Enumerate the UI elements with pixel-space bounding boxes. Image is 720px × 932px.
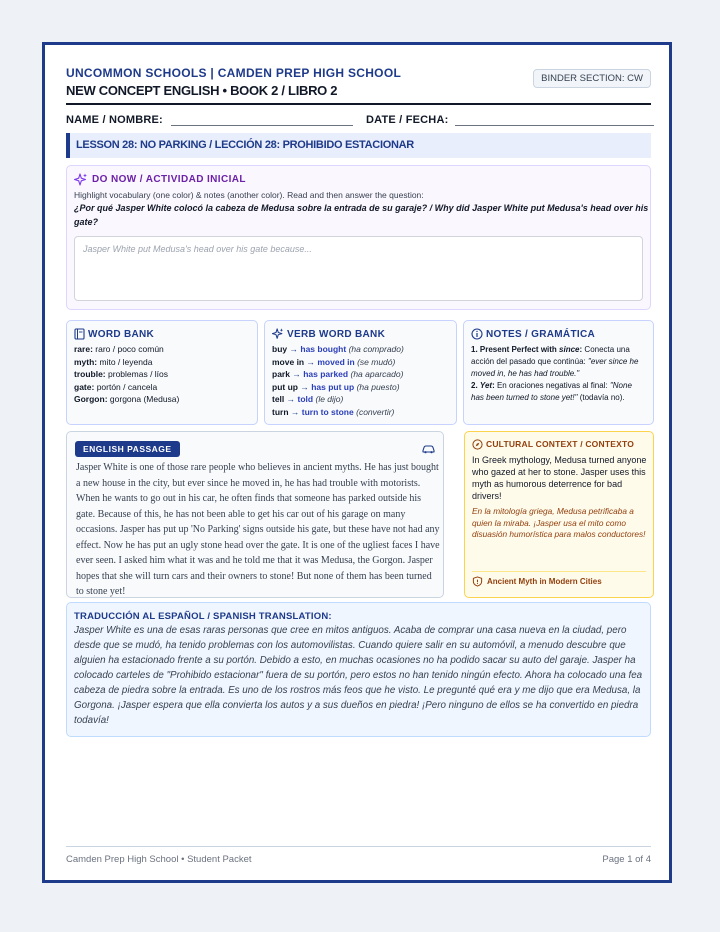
verb-past: has parked (303, 369, 349, 379)
verb-spanish: (le dijo) (315, 394, 344, 404)
translation-title: TRADUCCIÓN AL ESPAÑOL / SPANISH TRANSLATION: (74, 611, 332, 622)
word-definition: problemas / líos (108, 369, 169, 379)
word-bank-item (74, 382, 157, 392)
translation-text: Jasper White es una de esas raras personas que cree en mitos antiguos. Acaba de comprar una casa nueva en la ciudad, pero desde que se mudó, ha tenido problemas con los automovilistas. Cuando quiere salir en su automóvil, a menudo descubre que alguien ha estacionado frente a su portón. Debido a esto, en muchas ocasiones no ha podido sacar su auto del garaje. Jasper ha colocado carteles de "Prohibido estacionar" fuera de su portón, pero estos no han tenido ningún efecto. Ahora ha colocado una fea cabeza de piedra sobre la entrada. Es uno de los rostros más feos que he visto. Le pregunté qué era y me dijo que era Medusa, la Gorgona. ¡Jasper espera que ella convierta los autos y a sus dueños en piedra! ¡Pero ninguno de ellos se ha convertido en piedra todavía! (74, 625, 643, 726)
word-term: trouble: (74, 369, 106, 379)
cultural-context-footer: Ancient Myth in Modern Cities (487, 577, 602, 586)
spanish-translation-section (66, 602, 651, 737)
verb-spanish: (ha comprado) (348, 344, 404, 354)
header-rule (66, 103, 651, 105)
lesson-title: LESSON 28: NO PARKING / LECCIÓN 28: PROHIBIDO ESTACIONAR (76, 139, 414, 151)
verb-row (272, 382, 400, 392)
verb-base: tell (272, 394, 285, 404)
word-definition: raro / poco común (95, 344, 164, 354)
do-now-section (66, 165, 651, 310)
answer-placeholder: Jasper White put Medusa's head over his gate because... (83, 244, 312, 254)
verb-spanish: (ha puesto) (356, 381, 400, 392)
date-line[interactable] (455, 125, 654, 126)
cultural-divider (472, 571, 646, 572)
arrow-icon: → (286, 394, 296, 404)
footer-rule (66, 846, 651, 847)
english-passage-text: Jasper White is one of those rare people who believes in ancient myths. He has just bought a new house in the city, but ever since he moved in, he has had trouble with motorists. When he wants to go out in his car, he often finds that someone has parked outside his gate. Because of this, he has not been able to get his car out of his garage on many occasions. Jasper has put up 'No Parking' signs outside his gate, but these have not had any effect. Now he has put an ugly stone head over the gate. It is one of the ugliest faces I have ever seen. I asked him what it was and he told me that it was Medusa, the Gorgon. Jasper hopes that she will turn cars and their owners to stone! But none of them has been turned to stone yet! (76, 462, 440, 597)
book-icon (74, 328, 85, 340)
do-now-question: ¿Por qué Jasper White colocó la cabeza de Medusa sobre la entrada de su garaje? / Why did Jasper White put Medusa's head over his gate? (74, 203, 649, 227)
english-passage-section (66, 431, 444, 598)
shield-icon (472, 576, 483, 587)
cultural-context-spanish: En la mitología griega, Medusa petrificaba a quien la miraba. ¡Jasper usa el mito como disuasión humorística para malos conductores! (472, 506, 646, 539)
word-bank-item (74, 394, 179, 404)
binder-section-badge: BINDER SECTION: CW (533, 69, 651, 88)
word-bank-item (74, 344, 164, 354)
sparkle-icon (74, 173, 88, 187)
info-icon (471, 328, 483, 340)
note-present-perfect: 1. Present Perfect with since: Conecta una acción del pasado que continúa: "ever since he moved in, he has had trouble." (471, 345, 639, 378)
page-number: Page 1 of 4 (602, 854, 651, 865)
verb-past: told (297, 394, 314, 404)
verb-spanish: (ha aparcado) (350, 369, 404, 379)
name-label: NAME / NOMBRE: (66, 114, 163, 126)
lesson-banner (66, 133, 651, 158)
verb-base: move in (272, 356, 305, 367)
verb-past: has bought (300, 344, 347, 354)
school-name: UNCOMMON SCHOOLS | CAMDEN PREP HIGH SCHOOL (66, 66, 402, 80)
verb-row (272, 344, 404, 354)
cultural-context-section (464, 431, 654, 598)
arrow-icon: → (292, 369, 301, 379)
word-bank-item (74, 357, 152, 367)
course-title: NEW CONCEPT ENGLISH • BOOK 2 / LIBRO 2 (66, 83, 338, 98)
verb-base: park (272, 369, 290, 379)
do-now-title: DO NOW / ACTIVIDAD INICIAL (92, 174, 246, 185)
word-definition: portón / cancela (96, 381, 158, 392)
verb-row (272, 394, 343, 404)
verb-base: turn (272, 406, 289, 417)
verb-spanish: (se mudó) (357, 356, 396, 367)
english-passage-badge: ENGLISH PASSAGE (75, 441, 180, 457)
cultural-context-english: In Greek mythology, Medusa turned anyone who gazed at her to stone. Jasper uses this myth as humorous deterrence for bad drivers! (472, 455, 647, 501)
word-definition: gorgona (Medusa) (109, 394, 180, 404)
word-term: myth: (74, 356, 98, 367)
arrow-icon: → (300, 381, 309, 392)
do-now-instructions: Highlight vocabulary (one color) & notes (another color). Read and then answer the question: (74, 190, 424, 200)
verb-base: buy (272, 344, 288, 354)
note-yet: 2. Yet: En oraciones negativas al final: "None has been turned to stone yet!" (todavía no). (471, 381, 632, 402)
word-definition: mito / leyenda (99, 356, 153, 367)
verb-past: turn to stone (301, 406, 354, 417)
word-term: gate: (74, 381, 95, 392)
arrow-icon: → (290, 406, 300, 417)
name-line[interactable] (171, 125, 353, 126)
car-icon (422, 444, 435, 454)
worksheet-page (42, 42, 672, 883)
verb-past: moved in (317, 356, 355, 367)
notes-card (463, 320, 654, 425)
word-term: rare: (74, 344, 93, 354)
verb-base: put up (272, 381, 298, 392)
word-bank-card (66, 320, 258, 425)
verb-spanish: (convertir) (356, 406, 395, 417)
verb-past: has put up (311, 381, 355, 392)
arrow-icon: → (306, 356, 315, 367)
sparkle-icon (272, 328, 284, 340)
arrow-icon: → (289, 344, 298, 354)
word-bank-title: WORD BANK (88, 329, 155, 340)
verb-row (272, 357, 395, 367)
verb-row (272, 407, 394, 417)
answer-box[interactable] (74, 236, 643, 301)
word-bank-item (74, 369, 168, 379)
date-label: DATE / FECHA: (366, 114, 449, 126)
cultural-context-title: CULTURAL CONTEXT / CONTEXTO (486, 439, 635, 449)
verb-bank-title: VERB WORD BANK (287, 329, 386, 340)
verb-bank-card (264, 320, 457, 425)
compass-icon (472, 439, 483, 450)
footer-left: Camden Prep High School • Student Packet (66, 854, 252, 865)
notes-title: NOTES / GRAMÁTICA (486, 329, 595, 340)
verb-row (272, 369, 403, 379)
word-term: Gorgon: (74, 394, 108, 404)
